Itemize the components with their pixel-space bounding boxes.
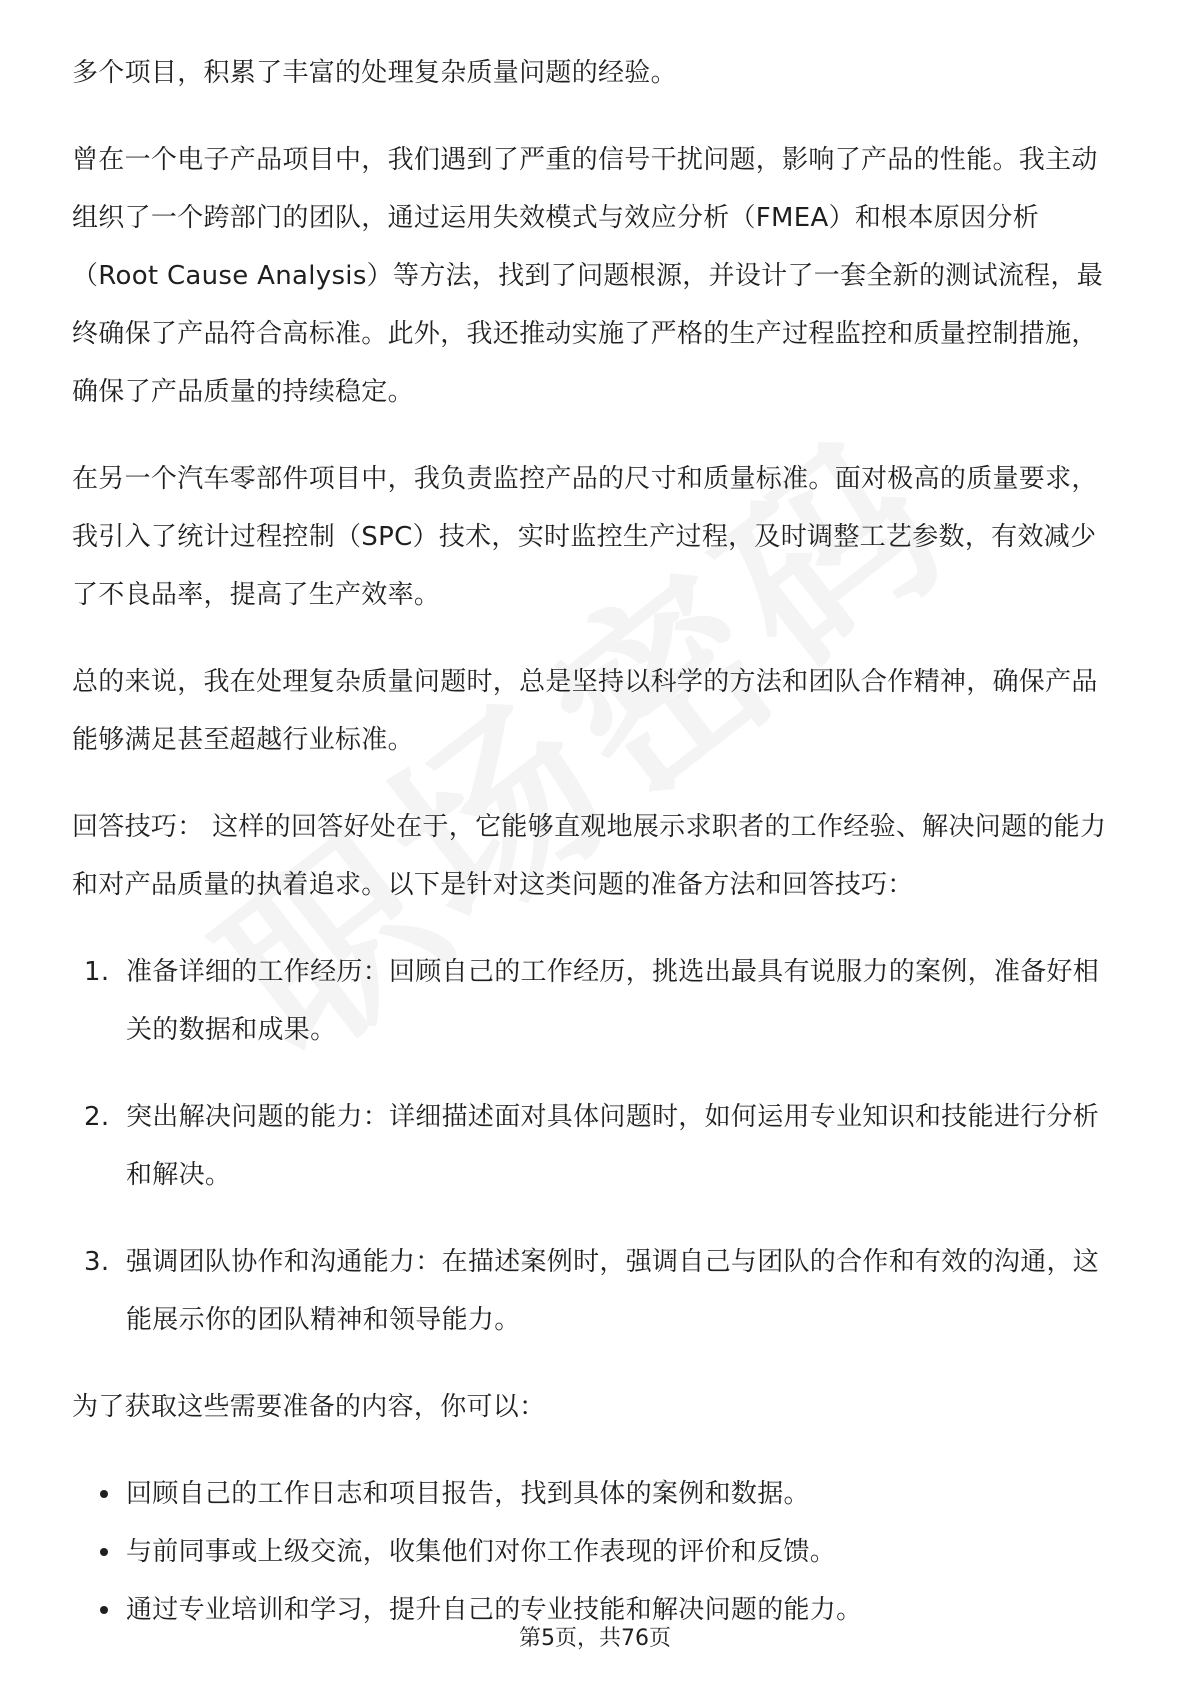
list-number: 1. xyxy=(84,957,110,987)
list-item-text: 通过专业培训和学习，提升自己的专业技能和解决问题的能力。 xyxy=(126,1595,863,1625)
paragraph-electronics-project: 曾在一个电子产品项目中，我们遇到了严重的信号干扰问题，影响了产品的性能。我主动组织了一个跨部门的团队，通过运用失效模式与效应分析（FMEA）和根本原因分析（Root Cause Analysis）等方法，找到了问题根源，并设计了一套全新的测试流程，最终确保了产品符合高标准。此外，我还推动实施了严格的生产过程监控和质量控制措施，确保了产品质量的持续稳定。 xyxy=(72,145,1104,407)
paragraph-auto-parts-project: 在另一个汽车零部件项目中，我负责监控产品的尺寸和质量标准。面对极高的质量要求，我引入了统计过程控制（SPC）技术，实时监控生产过程，及时调整工艺参数，有效减少了不良品率，提高了生产效率。 xyxy=(72,464,1098,610)
ordered-list xyxy=(72,943,1122,1349)
list-item xyxy=(72,1088,1122,1204)
list-item-text: 强调团队协作和沟通能力：在描述案例时，强调自己与团队的合作和有效的沟通，这能展示你的团队精神和领导能力。 xyxy=(126,1247,1100,1335)
list-item xyxy=(72,1523,1122,1581)
list-item-text: 回顾自己的工作日志和项目报告，找到具体的案例和数据。 xyxy=(126,1479,810,1509)
bullet-icon xyxy=(100,1490,108,1498)
list-item xyxy=(72,943,1122,1059)
document-body xyxy=(72,44,1122,1639)
paragraph-answer-tips: 回答技巧： 这样的回答好处在于，它能够直观地展示求职者的工作经验、解决问题的能力和对产品质量的执着追求。以下是针对这类问题的准备方法和回答技巧： xyxy=(72,812,1107,900)
page-footer: 第5页，共76页 xyxy=(519,1626,671,1651)
bullet-list xyxy=(72,1465,1122,1639)
list-number: 2. xyxy=(84,1102,110,1132)
list-item xyxy=(72,1465,1122,1523)
list-number: 3. xyxy=(84,1247,110,1277)
bullet-icon xyxy=(100,1606,108,1614)
bullet-icon xyxy=(100,1548,108,1556)
paragraph-bullets-intro: 为了获取这些需要准备的内容，你可以： xyxy=(72,1392,546,1422)
list-item-text: 突出解决问题的能力：详细描述面对具体问题时，如何运用专业知识和技能进行分析和解决。 xyxy=(126,1102,1100,1190)
paragraph-intro: 多个项目，积累了丰富的处理复杂质量问题的经验。 xyxy=(72,58,677,88)
list-item-text: 准备详细的工作经历：回顾自己的工作经历，挑选出最具有说服力的案例，准备好相关的数据和成果。 xyxy=(126,957,1100,1045)
list-item-text: 与前同事或上级交流，收集他们对你工作表现的评价和反馈。 xyxy=(126,1537,837,1567)
paragraph-summary: 总的来说，我在处理复杂质量问题时，总是坚持以科学的方法和团队合作精神，确保产品能够满足甚至超越行业标准。 xyxy=(72,667,1098,755)
list-item xyxy=(72,1233,1122,1349)
